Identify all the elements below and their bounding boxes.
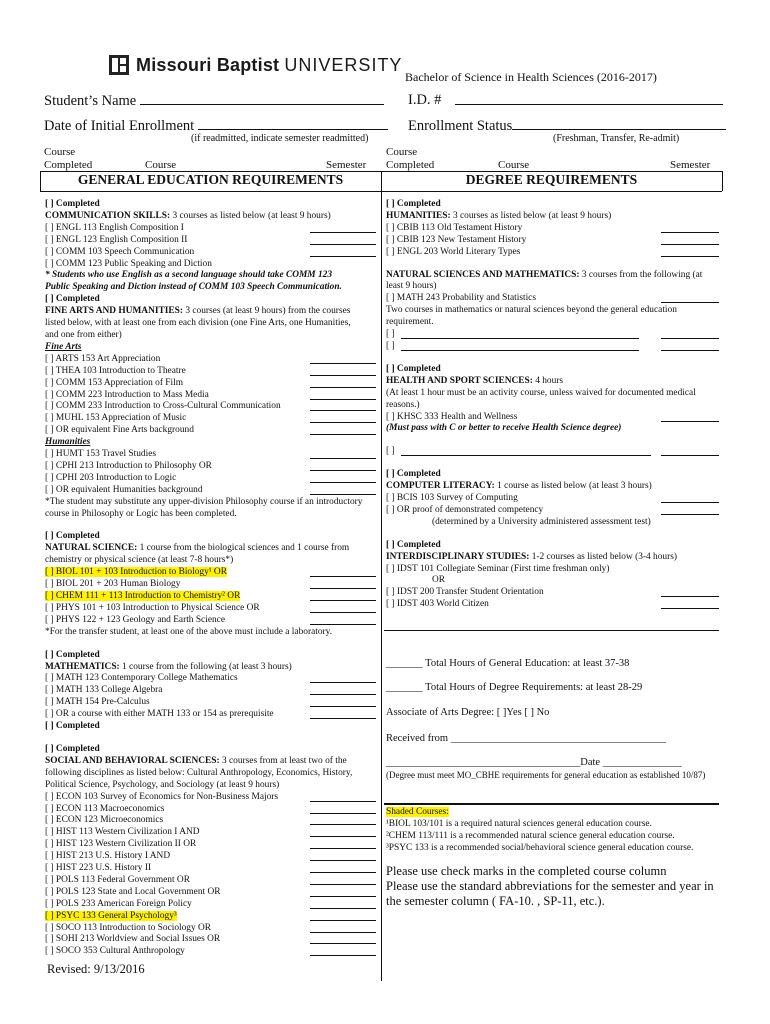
left-col-semester-head: Semester: [326, 159, 367, 171]
course-row[interactable]: [ ] IDST 101 Collegiate Seminar (First time freshman only): [386, 563, 610, 574]
is-completed[interactable]: [ ] Completed: [386, 539, 441, 550]
cl-completed[interactable]: [ ] Completed: [386, 469, 441, 480]
semester-blank[interactable]: [310, 568, 376, 577]
footnotes: [386, 806, 693, 854]
text-line: [ ] Completed: [45, 531, 100, 542]
semester-blank[interactable]: [310, 900, 376, 909]
course-row[interactable]: [ ] PHYS 122 + 123 Geology and Earth Science: [45, 615, 376, 627]
table-right-rule: [722, 171, 723, 191]
course-row[interactable]: [ ] BIOL 101 + 103 Introduction to Biology¹ OR: [45, 567, 376, 579]
hs-note: (At least 1 hour must be an activity course, unless waived for documented medical: [386, 387, 696, 398]
instruction-1: Please use check marks in the completed course column: [386, 864, 667, 878]
gen-ed-title: GENERAL EDUCATION REQUIREMENTS: [77, 172, 344, 187]
semester-blank[interactable]: [310, 840, 376, 849]
semester-blank[interactable]: [310, 924, 376, 933]
course-row[interactable]: [ ] OR equivalent Fine Arts background: [45, 425, 376, 437]
course-row[interactable]: [ ] BIOL 201 + 203 Human Biology: [45, 579, 376, 591]
right-col-completed-head: Completed: [386, 159, 435, 171]
semester-blank[interactable]: [310, 379, 376, 388]
semester-blank[interactable]: [310, 686, 376, 695]
course-row[interactable]: [ ] ECON 123 Microeconomics: [45, 815, 376, 827]
logo-text: Missouri Baptist UNIVERSITY: [136, 54, 403, 75]
course-row[interactable]: [ ] SOCO 113 Introduction to Sociology OR: [45, 923, 376, 935]
left-col-course-head: Course: [44, 146, 76, 158]
text-line: Fine Arts: [45, 341, 82, 352]
text-line: [ ] COMM 123 Public Speaking and Diction: [45, 258, 212, 269]
text-line: and one from either): [45, 329, 122, 340]
semester-blank[interactable]: [310, 248, 376, 257]
semester-blank[interactable]: [310, 592, 376, 601]
course-row[interactable]: [ ] CBIB 113 Old Testament History: [386, 223, 719, 235]
semester-blank[interactable]: [310, 355, 376, 364]
initial-enrollment-label: Date of Initial Enrollment: [44, 117, 388, 135]
semester-blank[interactable]: [310, 580, 376, 589]
course-row[interactable]: [ ] MATH 133 College Algebra: [45, 685, 376, 697]
text-line: course in Philosophy or Logic has been completed.: [45, 508, 237, 519]
hs-completed[interactable]: [ ] Completed: [386, 363, 441, 374]
right-col-course-head: Course: [386, 146, 418, 158]
semester-blank[interactable]: [310, 604, 376, 613]
course-row[interactable]: [ ] COMM 223 Introduction to Mass Media: [45, 390, 376, 402]
semester-blank[interactable]: [310, 935, 376, 944]
semester-blank[interactable]: [310, 391, 376, 400]
total-degree: _______ Total Hours of Degree Requirements: at least 28-29: [386, 682, 643, 693]
semester-blank[interactable]: [310, 450, 376, 459]
text-line: [ ] Completed: [45, 743, 100, 754]
course-row[interactable]: [ ] ENGL 113 English Composition I: [45, 223, 376, 235]
hs-note2: reasons.): [386, 399, 420, 410]
semester-blank[interactable]: [310, 426, 376, 435]
semester-blank[interactable]: [310, 793, 376, 802]
text-line: chemistry or physical science (at least 7-8 hours*): [45, 555, 234, 566]
id-label: I.D. #: [408, 92, 442, 108]
course-row[interactable]: [ ] ECON 103 Survey of Economics for Non-Business Majors: [45, 792, 376, 804]
semester-blank[interactable]: [310, 698, 376, 707]
nat-hours: least 9 hours): [386, 281, 437, 292]
degree-req-title: DEGREE REQUIREMENTS: [465, 172, 638, 187]
student-name-label: Student’s Name: [44, 92, 384, 110]
spacer: [45, 520, 376, 531]
course-row[interactable]: [ ] ECON 113 Macroeconomics: [45, 804, 376, 816]
enrollment-status-label: Enrollment Status: [408, 117, 726, 135]
readmit-note: (if readmitted, indicate semester readmitted): [191, 133, 369, 144]
humanities-completed[interactable]: [ ] Completed: [386, 199, 441, 209]
text-line: *For the transfer student, at least one of the above must include a laboratory.: [45, 626, 333, 637]
semester-blank[interactable]: [310, 876, 376, 885]
revised-date: Revised: 9/13/2016: [47, 962, 145, 976]
semester-blank[interactable]: [310, 852, 376, 861]
course-row[interactable]: [ ] HIST 123 Western Civilization II OR: [45, 839, 376, 851]
status-note: (Freshman, Transfer, Re-admit): [553, 133, 680, 144]
program-title: Bachelor of Science in Health Sciences (2016-2017): [405, 70, 657, 84]
semester-blank[interactable]: [310, 224, 376, 233]
semester-blank[interactable]: [310, 414, 376, 423]
text-line: *The student may substitute any upper-division Philosophy course if an introductory: [45, 496, 363, 507]
shaded-label: Shaded Courses:: [386, 807, 449, 817]
semester-blank[interactable]: [310, 816, 376, 825]
course-row[interactable]: [ ] PHYS 101 + 103 Introduction to Physical Science OR: [45, 603, 376, 615]
semester-blank[interactable]: [310, 616, 376, 625]
text-line: MATHEMATICS: 1 course from the following (at least 3 hours): [45, 661, 292, 672]
text-line: NATURAL SCIENCE: 1 course from the biological sciences and 1 course from: [45, 543, 350, 554]
aa-degree[interactable]: Associate of Arts Degree: [ ]Yes [ ] No: [386, 707, 550, 718]
instruction-2: Please use the standard abbreviations for the semester and year in: [386, 879, 714, 893]
course-row[interactable]: [ ] POLS 123 State and Local Government OR: [45, 887, 376, 899]
course-row[interactable]: [ ] CPHI 203 Introduction to Logic: [45, 473, 376, 485]
spacer: [45, 733, 376, 744]
course-row[interactable]: [ ] OR proof of demonstrated competency: [386, 505, 719, 517]
semester-blank[interactable]: [310, 947, 376, 956]
footnote-2: ²CHEM 113/111 is a recommended natural science general education course.: [386, 831, 675, 841]
course-row[interactable]: [ ]: [386, 329, 719, 341]
semester-blank[interactable]: [310, 805, 376, 814]
right-col-course2-head: Course: [498, 159, 530, 171]
course-row[interactable]: [ ] PSYC 133 General Psychology³: [45, 911, 376, 923]
text-line: following disciplines as listed below: Cultural Anthropology, Economics, History,: [45, 767, 353, 778]
natural-sciences-heading: NATURAL SCIENCES AND MATHEMATICS: 3 courses from the following (at: [386, 269, 703, 280]
text-line: SOCIAL AND BEHAVIORAL SCIENCES: 3 courses from at least two of the: [45, 755, 347, 766]
course-row[interactable]: [ ]: [386, 446, 719, 458]
course-row[interactable]: [ ]: [386, 341, 719, 353]
footnote-3: ³PSYC 133 is a recommended social/behavioral science general education course.: [386, 843, 694, 853]
right-col-semester-head: Semester: [670, 159, 711, 171]
course-row[interactable]: [ ] CPHI 213 Introduction to Philosophy OR: [45, 461, 376, 473]
semester-blank[interactable]: [310, 710, 376, 719]
text-line: [ ] Completed: [45, 721, 100, 732]
cl-heading: COMPUTER LITERACY: 1 course as listed below (at least 3 hours): [386, 481, 652, 492]
course-row[interactable]: [ ] ENGL 203 World Literary Types: [386, 247, 719, 259]
semester-blank[interactable]: [310, 912, 376, 921]
course-row[interactable]: [ ] MUHL 153 Appreciation of Music: [45, 413, 376, 425]
text-line: * Students who use English as a second language should take COMM 123: [45, 270, 333, 281]
text-line: Political Science, Psychology, and Sociology (at least 9 hours): [45, 779, 280, 790]
course-row[interactable]: [ ] HUMT 153 Travel Studies: [45, 449, 376, 461]
left-col-course2-head: Course: [145, 159, 177, 171]
footnote-rule: [384, 803, 719, 805]
semester-blank[interactable]: [310, 367, 376, 376]
text-line: COMMUNICATION SKILLS: 3 courses as listed below (at least 9 hours): [45, 210, 331, 221]
course-row[interactable]: [ ] SOCO 353 Cultural Anthropology: [45, 946, 376, 958]
semester-blank[interactable]: [310, 462, 376, 471]
footnote-1: ¹BIOL 103/101 is a required natural sciences general education course.: [386, 819, 652, 829]
text-line: Public Speaking and Diction instead of COMM 103 Speech Communication.: [45, 282, 342, 293]
mocbhe-note: (Degree must meet MO_CBHE requirements for general education as established 10/87): [386, 770, 706, 780]
course-row[interactable]: [ ] OR a course with either MATH 133 or 154 as prerequisite: [45, 709, 376, 721]
semester-blank[interactable]: [310, 402, 376, 411]
semester-blank[interactable]: [310, 674, 376, 683]
instructions: [386, 864, 722, 909]
is-or: OR: [432, 575, 446, 586]
course-row[interactable]: [ ] KHSC 333 Health and Wellness: [386, 412, 719, 424]
course-row[interactable]: [ ] COMM 233 Introduction to Cross-Cultural Communication: [45, 401, 376, 413]
course-row[interactable]: [ ] ENGL 123 English Composition II: [45, 235, 376, 247]
course-row[interactable]: [ ] COMM 153 Appreciation of Film: [45, 378, 376, 390]
course-row[interactable]: [ ] POLS 113 Federal Government OR: [45, 875, 376, 887]
text-line: FINE ARTS AND HUMANITIES: 3 courses (at least 9 hours) from the courses: [45, 306, 351, 317]
course-row[interactable]: [ ] ARTS 153 Art Appreciation: [45, 354, 376, 366]
instruction-3: the semester column ( FA-10. , SP-11, etc.).: [386, 894, 605, 908]
hs-grade-note: (Must pass with C or better to receive Health Science degree): [386, 423, 622, 434]
text-line: [ ] Completed: [45, 294, 100, 305]
text-line: listed below, with at least one from each division (one Fine Arts, one Humanities,: [45, 318, 351, 329]
id-field[interactable]: [455, 95, 723, 105]
nat-requirement: requirement.: [386, 317, 434, 328]
enrollment-status-field[interactable]: [512, 117, 726, 130]
left-col-completed-head: Completed: [44, 159, 93, 171]
course-row[interactable]: [ ] CHEM 111 + 113 Introduction to Chemistry² OR: [45, 591, 376, 603]
initial-enrollment-field[interactable]: [198, 117, 388, 130]
spacer: [45, 639, 376, 650]
course-row[interactable]: [ ] MATH 123 Contemporary College Mathematics: [45, 673, 376, 685]
total-gen-ed: _______ Total Hours of General Education: at least 37-38: [386, 658, 630, 669]
summary-rule: [384, 630, 719, 631]
course-row[interactable]: [ ] OR equivalent Humanities background: [45, 485, 376, 497]
course-row[interactable]: [ ] CBIB 123 New Testament History: [386, 235, 719, 247]
nat-note: Two courses in mathematics or natural sciences beyond the general education: [386, 305, 677, 316]
shield-logo-icon: [108, 54, 130, 76]
university-logo: [108, 53, 402, 77]
semester-blank[interactable]: [310, 486, 376, 495]
text-line: Humanities: [45, 437, 91, 448]
course-row[interactable]: [ ] BCIS 103 Survey of Computing: [386, 493, 719, 505]
semester-blank[interactable]: [310, 828, 376, 837]
course-row[interactable]: [ ] HIST 113 Western Civilization I AND: [45, 827, 376, 839]
course-row[interactable]: [ ] MATH 154 Pre-Calculus: [45, 697, 376, 709]
received-from[interactable]: Received from _________________________________________: [386, 733, 666, 744]
course-row[interactable]: [ ] COMM 103 Speech Communication: [45, 247, 376, 259]
degree-req-list: [386, 199, 719, 611]
semester-blank[interactable]: [310, 474, 376, 483]
semester-blank[interactable]: [310, 888, 376, 897]
table-center-rule: [381, 171, 382, 981]
course-row[interactable]: [ ] IDST 200 Transfer Student Orientation: [386, 587, 719, 599]
semester-blank[interactable]: [310, 864, 376, 873]
text-line: [ ] Completed: [45, 199, 100, 209]
semester-blank[interactable]: [310, 236, 376, 245]
course-row[interactable]: [ ] IDST 403 World Citizen: [386, 599, 719, 611]
course-row[interactable]: [ ] HIST 223 U.S. History II: [45, 863, 376, 875]
hs-heading: HEALTH AND SPORT SCIENCES: 4 hours: [386, 375, 564, 386]
text-line: [ ] Completed: [45, 649, 100, 660]
date-line[interactable]: _____________________________________Date _______________: [386, 757, 682, 768]
course-row[interactable]: [ ] SOHI 213 Worldview and Social Issues OR: [45, 934, 376, 946]
course-row[interactable]: [ ] MATH 243 Probability and Statistics: [386, 293, 719, 305]
course-row[interactable]: [ ] HIST 213 U.S. History I AND: [45, 851, 376, 863]
cl-note: (determined by a University administered assessment test): [432, 516, 651, 527]
is-heading: INTERDISCIPLINARY STUDIES: 1-2 courses as listed below (3-4 hours): [386, 551, 677, 562]
gen-ed-list: [45, 199, 376, 958]
course-row[interactable]: [ ] POLS 233 American Foreign Policy: [45, 899, 376, 911]
student-name-field[interactable]: [140, 92, 384, 105]
course-row[interactable]: [ ] THEA 103 Introduction to Theatre: [45, 366, 376, 378]
humanities-heading: HUMANITIES: 3 courses as listed below (at least 9 hours): [386, 210, 612, 221]
